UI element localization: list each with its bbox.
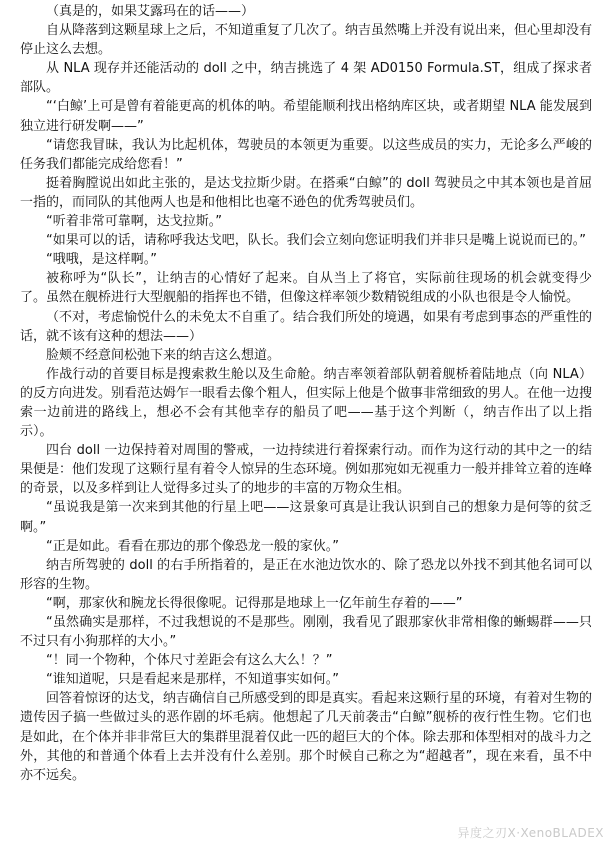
paragraph: “谁知道呢，只是看起来是那样，不知道事实如何。”	[46, 672, 339, 688]
paragraph: “听着非常可靠啊，达戈拉斯。”	[46, 214, 222, 230]
paragraph: 从 NLA 现存并还能活动的 doll 之中，纳吉挑选了 4 架 AD0150 Formula.ST，组成了探求者部队。	[20, 61, 592, 96]
paragraph: 作战行动的首要目标是搜索救生舱以及生命舱。纳吉率领着部队朝着舰桥着陆地点（向 NLA）的反方向进发。别看范达姆乍一眼看去像个粗人，但实际上他是个做事非常细致的男人。在他一边搜索一边前进的路线上，想必不会有其他幸存的船员了吧——基于这个判断（，纳吉作出了以上指示）。	[20, 366, 593, 440]
paragraph: 挺着胸膛说出如此主张的，是达戈拉斯少尉。在搭乘“白鲸”的 doll 驾驶员之中其本领也是首屈一指的，而同队的其他两人也是和他相比也毫不逊色的优秀驾驶员们。	[20, 175, 592, 210]
paragraph: “虽说我是第一次来到其他的行星上吧——这景象可真是让我认识到自己的想象力是何等的贫乏啊。”	[20, 500, 592, 535]
paragraph: “虽然确实是那样，不过我想说的不是那些。刚刚，我看见了跟那家伙非常相像的蜥蜴群——只不过只有小狗那样的大小。”	[20, 615, 592, 650]
paragraph: 回答着惊讶的达戈，纳吉确信自己所感受到的即是真实。看起来这颗行星的环境，有着对生物的遗传因子搞一些做过头的恶作剧的坏毛病。他想起了几天前袭击“白鲸”舰桥的夜行性生物。它们也是如此，在个体并非非常巨大的集群里混着仅此一匹的超巨大的个体。除去那和体型相对的战斗力之外，其他的和普通个体看上去并没有什么差别。那个时候自己称之为“超越者”，现在来看，虽不中亦不远矣。	[20, 691, 593, 783]
paragraph: “啊，那家伙和腕龙长得很像呢。记得那是地球上一亿年前生存着的——”	[46, 595, 463, 611]
paragraph: 四台 doll 一边保持着对周围的警戒，一边持续进行着探索行动。而作为这行动的其中之一的结果便是：他们发现了这颗行星有着令人惊异的生态环境。例如那宛如无视重力一般并排耸立着的连峰的奇景，以及多样到让人觉得多过头了的地步的丰富的万物众生相。	[20, 443, 593, 497]
paragraph: “‘白鲸’上可是曾有着能更高的机体的呐。希望能顺利找出格纳库区块，或者期望 NLA 能发展到独立进行研发啊——”	[20, 99, 592, 134]
paragraph: “哦哦，是这样啊。”	[46, 252, 157, 268]
paragraph: 被称呼为“队长”，让纳吉的心情好了起来。自从当上了将官，实际前往现场的机会就变得少了。虽然在舰桥进行大型舰船的指挥也不错，但像这样率领少数精锐组成的小队也很是令人愉悦。	[20, 271, 592, 306]
paragraph: （真是的，如果艾露玛在的话——）	[46, 4, 255, 19]
paragraph: （不对，考虑愉悦什么的未免太不自重了。结合我们所处的境遇，如果有考虑到事态的严重性的话，就不该有这种的想法——）	[20, 309, 593, 344]
paragraph: “请您我冒昧，我认为比起机体，驾驶员的本领更为重要。以这些成员的实力，无论多么严峻的任务我们都能完成给您看！”	[20, 137, 592, 172]
watermark: 异度之刃X·XenoBLADEX	[457, 826, 604, 840]
paragraph: 纳吉所驾驶的 doll 的右手所指着的，是正在水池边饮水的、除了恐龙以外找不到其他名词可以形容的生物。	[20, 557, 592, 592]
paragraph: 脸颊不经意间松弛下来的纳吉这么想道。	[46, 347, 281, 363]
paragraph: “！同一个物种，个体尺寸差距会有这么大么！？”	[46, 653, 333, 669]
paragraph: “如果可以的话，请称呼我达戈吧，队长。我们会立刻向您证明我们并非只是嘴上说说而已的。”	[46, 233, 586, 249]
paragraph: “正是如此。看看在那边的那个像恐龙一般的家伙。”	[46, 538, 339, 554]
paragraph: 自从降落到这颗星球上之后，不知道重复了几次了。纳吉虽然嘴上并没有说出来，但心里却没有停止这么去想。	[20, 23, 593, 58]
document-body	[20, 2, 592, 785]
